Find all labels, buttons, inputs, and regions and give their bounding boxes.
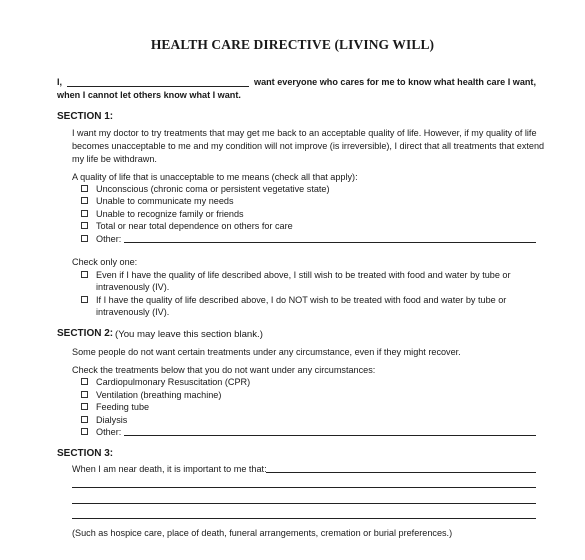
section3-footer: (Such as hospice care, place of death, funeral arrangements, cremation or burial preferences.) (72, 528, 453, 538)
checkbox-dialysis[interactable] (81, 416, 88, 423)
option-unable-communicate: Unable to communicate my needs (96, 196, 234, 206)
section2-heading: SECTION 2: (57, 328, 114, 339)
choice1-line2: intravenously (IV). (96, 282, 170, 292)
section3-answer-line2[interactable] (72, 487, 536, 488)
choice1-line1: Even if I have the quality of life described above, I still wish to be treated with food and water by tube or (96, 270, 511, 280)
section3-answer-line1[interactable] (266, 472, 536, 473)
section3-answer-line4[interactable] (72, 518, 536, 519)
section3-line1: When I am near death, it is important to me that: (72, 464, 267, 474)
document-title: HEALTH CARE DIRECTIVE (LIVING WILL) (150, 37, 435, 52)
section1-para-line3: my life be withdrawn. (72, 154, 157, 164)
checkbox-unconscious[interactable] (81, 185, 88, 192)
checkbox-feeding-tube[interactable] (81, 403, 88, 410)
checkbox-unable-recognize[interactable] (81, 210, 88, 217)
choice2-line2: intravenously (IV). (96, 307, 170, 317)
section1-prompt: A quality of life that is unacceptable to me means (check all that apply): (72, 172, 358, 182)
section2-prompt: Check the treatments below that you do not want under any circumstances: (72, 365, 376, 375)
intro-i-label: I, (57, 77, 63, 87)
checkbox-unable-communicate[interactable] (81, 197, 88, 204)
name-blank-line[interactable] (67, 86, 249, 87)
choice2-line1: If I have the quality of life described above, I do NOT wish to be treated with food and water by tube or (96, 295, 507, 305)
intro-line2: when I cannot let others know what I want. (57, 90, 241, 100)
checkbox-total-dependence[interactable] (81, 222, 88, 229)
option-other-section1: Other: (96, 234, 122, 244)
option-cpr: Cardiopulmonary Resuscitation (CPR) (96, 377, 251, 387)
option-unconscious: Unconscious (chronic coma or persistent vegetative state) (96, 184, 330, 194)
intro-line1: want everyone who cares for me to know what health care I want, (254, 77, 536, 87)
section3-answer-line3[interactable] (72, 503, 536, 504)
other-section1-line[interactable] (124, 242, 536, 243)
option-other-section2: Other: (96, 427, 122, 437)
radio-choice-treat[interactable] (81, 271, 88, 278)
checkbox-other-section2[interactable] (81, 428, 88, 435)
option-total-dependence: Total or near total dependence on others for care (96, 221, 293, 231)
checkbox-other-section1[interactable] (81, 235, 88, 242)
option-ventilation: Ventilation (breathing machine) (96, 390, 222, 400)
checkbox-ventilation[interactable] (81, 391, 88, 398)
section2-line1: Some people do not want certain treatments under any circumstance, even if they might recover. (72, 347, 461, 357)
checkbox-cpr[interactable] (81, 378, 88, 385)
radio-choice-no-treat[interactable] (81, 296, 88, 303)
section3-heading: SECTION 3: (57, 448, 114, 459)
check-only-one: Check only one: (72, 257, 138, 267)
section2-heading-note: (You may leave this section blank.) (115, 329, 263, 340)
section1-para-line2: becomes unacceptable to me and my condition will not improve (is irreversible), I direct that all treatments that extend (72, 141, 545, 151)
other-section2-line[interactable] (124, 435, 536, 436)
option-unable-recognize: Unable to recognize family or friends (96, 209, 244, 219)
section1-para-line1: I want my doctor to try treatments that may get me back to an acceptable quality of life. However, if my quality of life (72, 128, 537, 138)
option-feeding-tube: Feeding tube (96, 402, 150, 412)
section1-heading: SECTION 1: (57, 111, 114, 122)
option-dialysis: Dialysis (96, 415, 128, 425)
